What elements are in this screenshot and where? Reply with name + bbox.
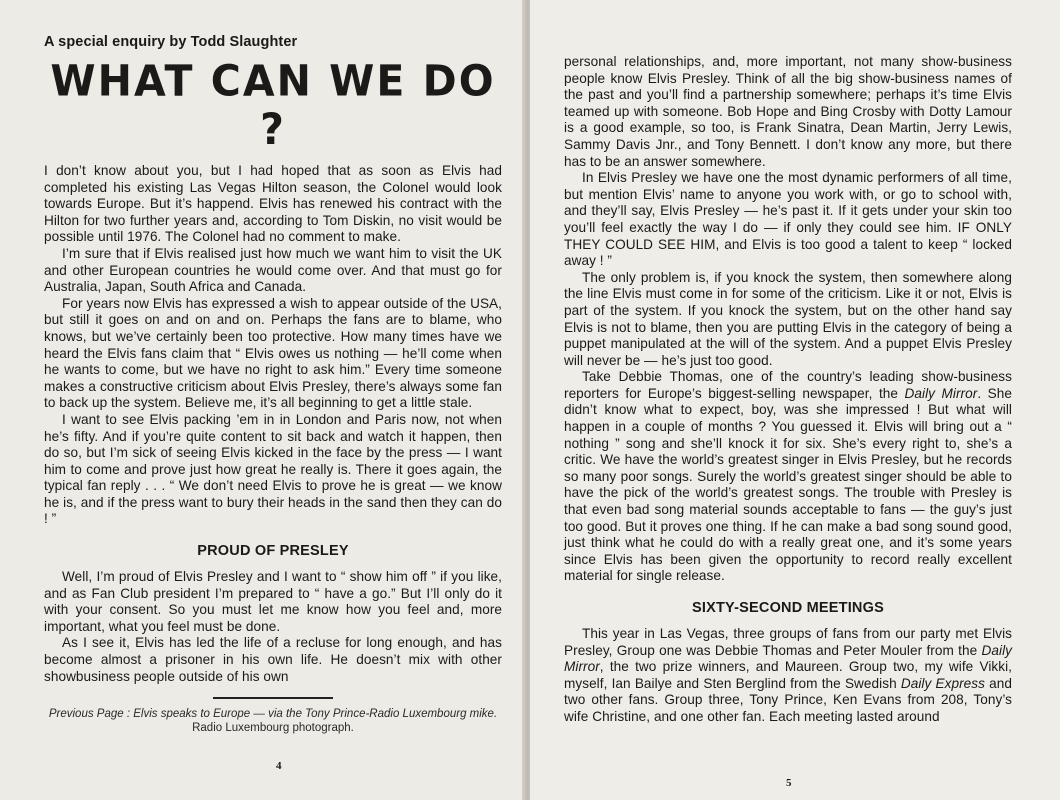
right-page bbox=[530, 0, 1060, 800]
paragraph: In Elvis Presley we have one the most dynamic performers of all time, but mention Elvis’ name to anyone you work with, or go to school with, and they’ll say, Elvis Presley — he’s past it. If it gets under your skin too you’ll feel exactly the way I do — if only they could see him. IF ONLY THEY COULD SEE HIM, and Elvis is too good a talent to keep “ locked away ! ” bbox=[564, 170, 1012, 269]
page-number: 5 bbox=[786, 777, 792, 789]
right-column bbox=[564, 54, 1012, 726]
newspaper-name: Daily Mirror bbox=[564, 642, 1012, 675]
text-run: , the two prize winners, and Maureen. Group two, my wife Vikki, myself, Ian Bailye and Sten Berglind from the Swedish bbox=[564, 659, 1012, 691]
caption-divider bbox=[213, 697, 333, 699]
text-run: Take Debbie Thomas, one of the country’s leading show-business reporters for Europe’s biggest-selling newspaper, the bbox=[564, 369, 1012, 401]
newspaper-name: Daily Mirror bbox=[904, 385, 978, 401]
paragraph: I don’t know about you, but I had hoped that as soon as Elvis had completed his existing Las Vegas Hilton season, the Colonel would look towards Europe. But it’s happend. Elvis has renewed his contract with the Hilton for two further years and, according to Tom Diskin, no visit would be possible until 1976. The Colonel had no comment to make. bbox=[44, 163, 502, 245]
section-heading: PROUD OF PRESLEY bbox=[197, 543, 349, 560]
paragraph bbox=[564, 626, 1012, 726]
paragraph: I’m sure that if Elvis realised just how much we want him to visit the UK and other European countries he would come over. And that must go for Australia, Japan, South Africa and Canada. bbox=[44, 245, 502, 295]
paragraph: As I see it, Elvis has led the life of a recluse for long enough, and has become almost a prisoner in his own life. He doesn’t mix with other showbusiness people outside of his own bbox=[44, 635, 502, 684]
paragraph: I want to see Elvis packing ’em in in London and Paris now, not when he’s fifty. And if you’re quite content to sit back and watch it happen, then do so, but I’m sick of seeing Elvis kicked in the face by the press — I want him to come and prove just how great he really is. There it goes again, the typical fan reply . . . “ We don’t need Elvis to prove he is great — we know he is, and if the press want to bury their heads in the sand then they can do ! ” bbox=[44, 411, 502, 527]
byline: A special enquiry by Todd Slaughter bbox=[44, 34, 298, 50]
paragraph bbox=[564, 369, 1012, 585]
text-run: This year in Las Vegas, three groups of fans from our party met Elvis Presley, Group one was Debbie Thomas and Peter Mouler from the bbox=[564, 626, 1012, 658]
paragraph: Well, I’m proud of Elvis Presley and I want to “ show him off ” if you like, and as Fan Club president I’m prepared to “ have a go.” But I’ll only do it with your consent. So you must let me know how you feel and, more important, what you feel must be done. bbox=[44, 569, 502, 634]
left-column bbox=[44, 34, 502, 735]
paragraph: For years now Elvis has expressed a wish to appear outside of the USA, but still it goes on and on and on. Perhaps the fans are to blame, who knows, but we’ve certainly been too protective. How many times have we heard the Elvis fans claim that “ Elvis owes us nothing — he’ll come when he wants to come, but we have no right to ask him.” Every time someone makes a constructive criticism about Elvis Presley, there’s always some fan to back up the system. Believe me, it’s all beginning to get a little stale. bbox=[44, 295, 502, 411]
text-run: . She didn’t know what to expect, boy, was she impressed ! But what will happen in a couple of months ? You guessed it. Elvis will bring out a “ nothing ” song and she’ll knock it for six. She’s every right to, she’s a critic. We have the world’s greatest singer in Elvis Presley, but he records so many poor songs. Surely the world’s greatest singer should be able to have the pick of the world’s greatest songs. The trouble with Presley is that even bad song material sounds acceptable to fans — the guy’s just too good. But it proves one thing. If he can make a bad song sound good, just think what he could do with a really great one, and it’s some years since Elvis has been given the opportunity to record really excellent material for single release. bbox=[564, 385, 1012, 584]
newspaper-name: Daily Express bbox=[900, 675, 985, 691]
left-page bbox=[0, 0, 526, 800]
paragraph: personal relationships, and, more important, not many show-business people know Elvis Presley. Think of all the big show-business names of the past and you’ll find a partnership somewhere; perhaps it’s time Elvis teamed up with someone. Bob Hope and Bing Crosby with Dotty Lamour is a good example, so too, is Frank Sinatra, Dean Martin, Jerry Lewis, Sammy Davis Jnr., and Tony Bennett. I don’t know any more, but there has to be an answer somewhere. bbox=[564, 54, 1012, 169]
caption-italic: Elvis speaks to Europe — via the Tony Prince-Radio Luxembourg mike. bbox=[130, 708, 498, 721]
text-run: and two other fans. Group three, Tony Prince, Ken Evans from 208, Tony’s wife Christine, and one other fan. Each meeting lasted around bbox=[564, 675, 1012, 724]
headline: WHAT CAN WE DO ? bbox=[50, 55, 496, 155]
caption-credit: Radio Luxembourg photograph. bbox=[192, 722, 354, 735]
caption-prefix: Previous Page : bbox=[48, 708, 131, 721]
photo-caption bbox=[44, 707, 502, 735]
section-heading: SIXTY-SECOND MEETINGS bbox=[692, 600, 884, 616]
paragraph: The only problem is, if you knock the system, then somewhere along the line Elvis must come in for some of the criticism. Like it or not, Elvis is part of the system. If you knock the system, but on the other hand say Elvis is not to blame, then you are putting Elvis in the category of being a puppet manipulated at the will of the system. And a puppet Elvis Presley will never be — he’s just too good. bbox=[564, 269, 1012, 368]
page-number: 4 bbox=[276, 760, 282, 772]
